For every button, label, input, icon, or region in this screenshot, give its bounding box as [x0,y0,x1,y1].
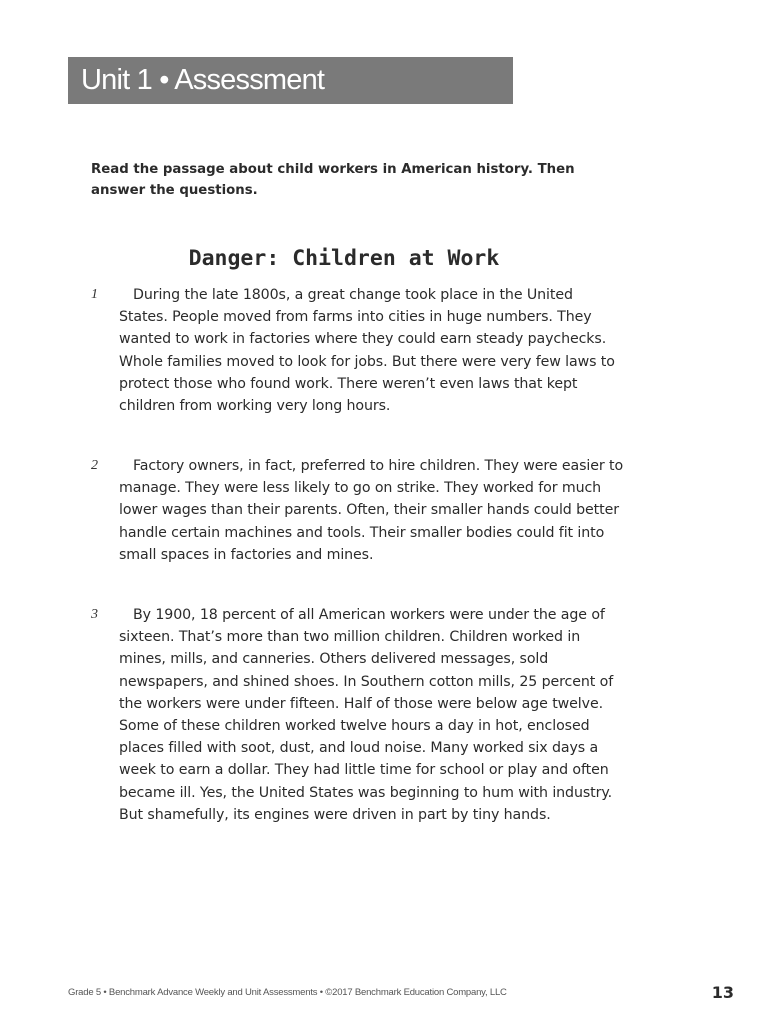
instructions-text: Read the passage about child workers in American history. Then answer the questions. [91,162,575,198]
passage-title: Danger: Children at Work [188,246,500,271]
paragraph-text: During the late 1800s, a great change took place in the United States. People moved from farms into cities in huge numbers. They wanted to work in factories where they could earn steady paychecks. Whole families moved to look for jobs. But there were very few laws to protect those who found work. There weren’t even laws that kept children from working very long hours. [119,287,615,415]
page-number: 13 [711,983,734,1002]
footer-copyright: Grade 5 • Benchmark Advance Weekly and Unit Assessments • ©2017 Benchmark Education Company, LLC [68,987,507,998]
paragraph-number: 1 [91,287,98,302]
paragraph-text: By 1900, 18 percent of all American workers were under the age of sixteen. That’s more than two million children. Children worked in mines, mills, and canneries. Others delivered messages, sold newspapers, and shined shoes. In Southern cotton mills, 25 percent of the workers were under fifteen. Half of those were below age twelve. Some of these children worked twelve hours a day in hot, enclosed places filled with soot, dust, and loud noise. Many worked six days a week to earn a dollar. They had little time for school or play and often became ill. Yes, the United States was beginning to hum with industry. But shamefully, its engines were driven in part by tiny hands. [119,607,614,823]
unit-header-title: Unit 1 • Assessment [81,64,325,96]
paragraph-number: 2 [91,458,98,473]
unit-header-bar [68,57,513,104]
paragraph-text: Factory owners, in fact, preferred to hire children. They were easier to manage. They were less likely to go on strike. They worked for much lower wages than their parents. Often, their smaller hands could better handle certain machines and tools. Their smaller bodies could fit into small spaces in factories and mines. [119,458,624,563]
paragraph-number: 3 [91,607,98,622]
